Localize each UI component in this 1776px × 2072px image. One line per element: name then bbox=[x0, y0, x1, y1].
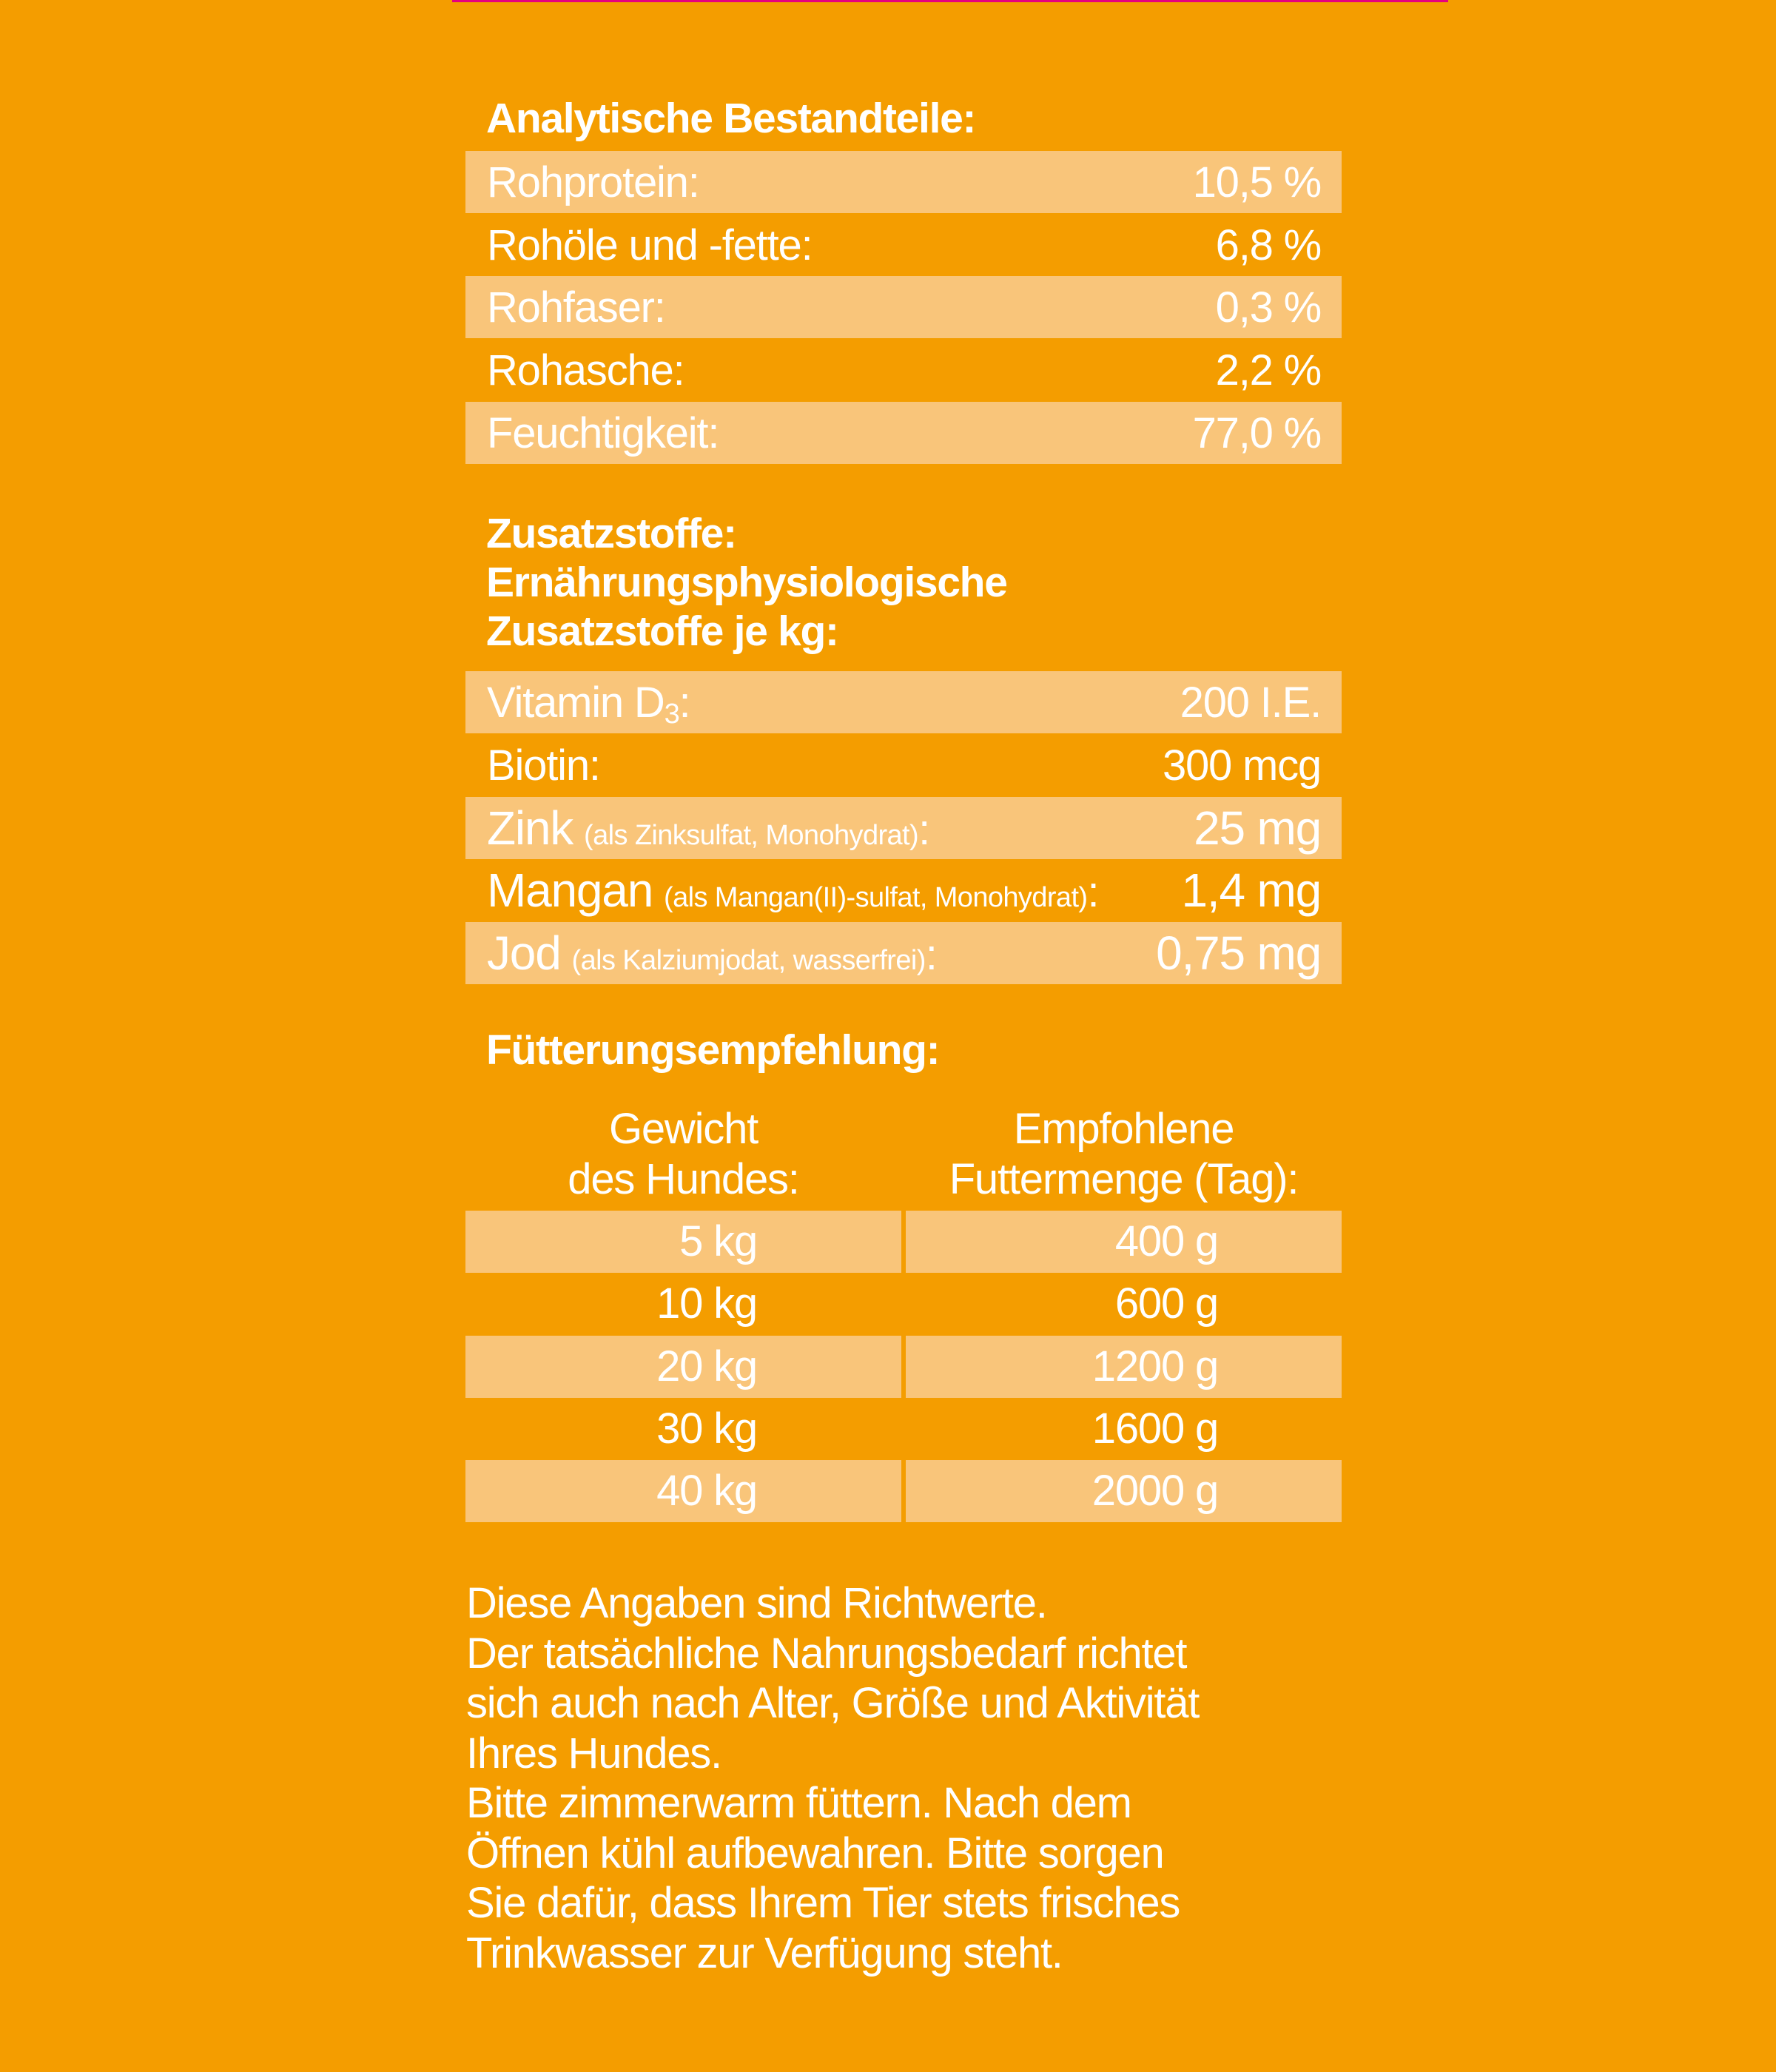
analytical-row-crude-fibre bbox=[465, 276, 1342, 338]
label-suffix: : bbox=[679, 678, 690, 727]
feeding-notes bbox=[466, 1578, 1354, 1978]
analytical-heading: Analytische Bestandteile: bbox=[486, 95, 976, 142]
notes-line: Trinkwasser zur Verfügung steht. bbox=[466, 1928, 1063, 1977]
feeding-table-row bbox=[465, 1211, 1342, 1273]
additives-heading-line-3: Zusatzstoffe je kg: bbox=[486, 608, 838, 655]
column-header-line: Empfohlene bbox=[1013, 1105, 1234, 1153]
notes-line: Ihres Hundes. bbox=[466, 1729, 722, 1777]
label-suffix: : bbox=[1087, 868, 1099, 916]
feeding-table-row bbox=[465, 1336, 1342, 1398]
amount-cell bbox=[906, 1211, 1342, 1273]
additives-heading-line-1: Zusatzstoffe: bbox=[486, 510, 736, 557]
label-text: Jod bbox=[487, 926, 561, 980]
additive-row-iodine bbox=[465, 922, 1342, 984]
weight-value: 10 kg bbox=[656, 1279, 757, 1328]
row-label bbox=[487, 926, 937, 980]
additives-heading bbox=[486, 509, 1007, 656]
weight-cell bbox=[465, 1398, 901, 1460]
column-header-daily-amount bbox=[906, 1104, 1342, 1208]
additive-row-biotin bbox=[465, 734, 1342, 796]
column-header-line: Futtermenge (Tag): bbox=[949, 1155, 1299, 1203]
row-label bbox=[487, 863, 1098, 918]
notes-line: Sie dafür, dass Ihrem Tier stets frisches bbox=[466, 1879, 1180, 1927]
feeding-table-row bbox=[465, 1398, 1342, 1460]
feeding-table-row bbox=[465, 1460, 1342, 1522]
additive-row-manganese bbox=[465, 859, 1342, 921]
additives-heading-line-2: Ernährungsphysiologische bbox=[486, 559, 1007, 606]
weight-value: 5 kg bbox=[679, 1217, 757, 1265]
row-label: Rohfaser: bbox=[487, 283, 665, 332]
row-value: 0,75 mg bbox=[1156, 926, 1321, 980]
amount-cell bbox=[906, 1398, 1342, 1460]
additive-row-zinc bbox=[465, 797, 1342, 859]
weight-value: 20 kg bbox=[656, 1342, 757, 1390]
row-value: 6,8 % bbox=[1215, 221, 1321, 269]
amount-cell bbox=[906, 1336, 1342, 1398]
weight-cell bbox=[465, 1336, 901, 1398]
row-label: Rohöle und -fette: bbox=[487, 221, 813, 269]
row-label: Rohprotein: bbox=[487, 158, 699, 206]
row-label: Feuchtigkeit: bbox=[487, 408, 719, 457]
row-value: 10,5 % bbox=[1192, 158, 1321, 206]
notes-line: Bitte zimmerwarm füttern. Nach dem bbox=[466, 1779, 1131, 1827]
weight-value: 30 kg bbox=[656, 1405, 757, 1453]
amount-cell bbox=[906, 1460, 1342, 1522]
label-note: (als Mangan(II)-sulfat, Monohydrat) bbox=[664, 882, 1088, 913]
label-suffix: : bbox=[918, 806, 929, 854]
row-label: Rohasche: bbox=[487, 346, 684, 394]
row-label: Biotin: bbox=[487, 741, 600, 790]
amount-value: 600 g bbox=[1114, 1279, 1218, 1328]
analytical-row-crude-protein bbox=[465, 151, 1342, 213]
weight-value: 40 kg bbox=[656, 1467, 757, 1515]
amount-cell bbox=[906, 1273, 1342, 1335]
weight-cell bbox=[465, 1460, 901, 1522]
amount-value: 1200 g bbox=[1092, 1342, 1218, 1390]
weight-cell bbox=[465, 1273, 901, 1335]
analytical-row-crude-ash bbox=[465, 339, 1342, 401]
row-value: 300 mcg bbox=[1162, 741, 1321, 790]
label-text: Vitamin D bbox=[487, 678, 665, 727]
analytical-row-moisture bbox=[465, 402, 1342, 464]
column-header-line: Gewicht bbox=[608, 1105, 758, 1153]
analytical-row-crude-fat bbox=[465, 214, 1342, 276]
amount-value: 400 g bbox=[1114, 1217, 1218, 1265]
column-header-dog-weight bbox=[465, 1104, 901, 1208]
label-text: Zink bbox=[487, 801, 574, 855]
notes-line: sich auch nach Alter, Größe und Aktivität bbox=[466, 1679, 1200, 1727]
label-text: Mangan bbox=[487, 864, 653, 917]
notes-line: Der tatsächliche Nahrungsbedarf richtet bbox=[466, 1629, 1187, 1678]
feeding-table-row bbox=[465, 1273, 1342, 1335]
weight-cell bbox=[465, 1211, 901, 1273]
row-value: 2,2 % bbox=[1215, 346, 1321, 394]
row-label bbox=[487, 678, 690, 730]
feeding-heading: Fütterungsempfehlung: bbox=[486, 1026, 940, 1074]
row-value: 25 mg bbox=[1194, 801, 1321, 855]
row-value: 77,0 % bbox=[1192, 408, 1321, 457]
row-label bbox=[487, 801, 929, 855]
label-note: (als Kalziumjodat, wasserfrei) bbox=[571, 945, 926, 976]
label-note: (als Zinksulfat, Monohydrat) bbox=[584, 820, 919, 851]
row-value: 1,4 mg bbox=[1181, 864, 1321, 917]
amount-value: 2000 g bbox=[1092, 1467, 1218, 1515]
amount-value: 1600 g bbox=[1092, 1405, 1218, 1453]
top-rule-divider bbox=[452, 0, 1448, 2]
row-value: 200 I.E. bbox=[1180, 678, 1321, 727]
additive-row-vitamin-d3 bbox=[465, 671, 1342, 733]
row-value: 0,3 % bbox=[1215, 283, 1321, 332]
subscript: 3 bbox=[664, 698, 679, 730]
notes-line: Diese Angaben sind Richtwerte. bbox=[466, 1579, 1047, 1627]
column-header-line: des Hundes: bbox=[568, 1155, 799, 1203]
notes-line: Öffnen kühl aufbewahren. Bitte sorgen bbox=[466, 1829, 1164, 1877]
label-suffix: : bbox=[925, 931, 937, 979]
